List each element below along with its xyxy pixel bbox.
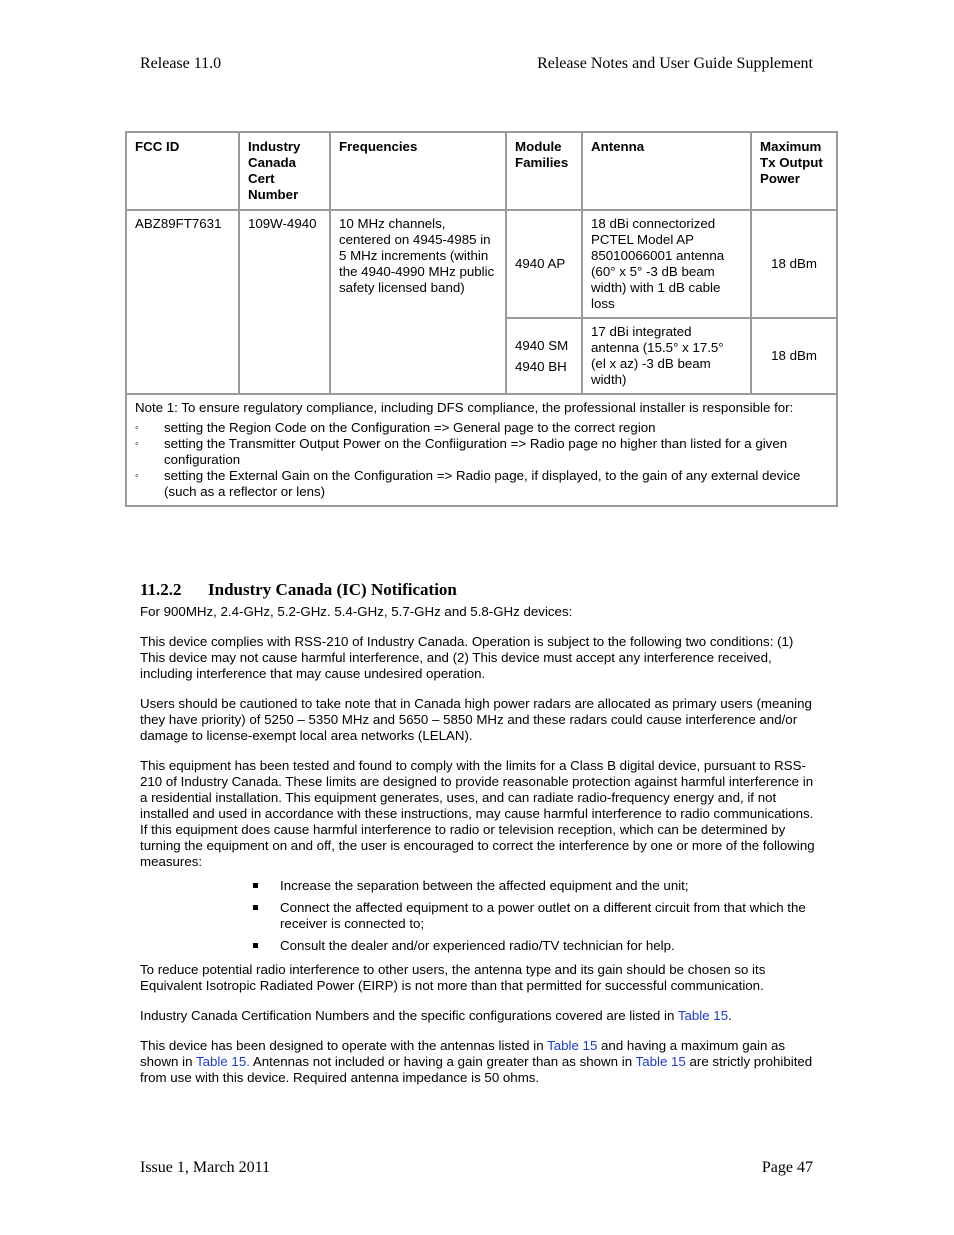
col-header-antenna: Antenna [582, 132, 751, 210]
ic-notification-section [140, 580, 816, 1100]
cell-antenna-ap: 18 dBi connectorized PCTEL Model AP 85010066001 antenna (60° x 5° -3 dB beam width) with 1 dB cable loss [582, 210, 751, 318]
list-item: Connect the affected equipment to a power outlet on a different circuit from that which the receiver is connected to; [250, 900, 816, 932]
square-bullet-icon [253, 905, 258, 910]
antenna-paragraph: This device has been designed to operate with the antennas listed in Table 15 and having a maximum gain as shown in Table 15. Antennas not included or having a gain greater than as shown in Table 15 are strictly prohibited from use with this device. Required antenna impedance is 50 ohms. [140, 1038, 813, 1085]
list-item: Consult the dealer and/or experienced radio/TV technician for help. [250, 938, 816, 954]
square-bullet-icon [253, 943, 258, 948]
module-bh: 4940 BH [515, 358, 567, 374]
bullet-icon: ◦ [135, 422, 139, 434]
list-item: ◦ setting the Transmitter Output Power on the Confiiguration => Radio page no higher than listed for a given configuration [135, 436, 788, 467]
col-header-frequencies: Frequencies [330, 132, 506, 210]
list-item: ◦ setting the External Gain on the Configuration => Radio page, if displayed, to the gain of any external device (such as a reflector or lens) [135, 468, 801, 499]
cell-antenna-sm-bh: 17 dBi integrated antenna (15.5° x 17.5° (el x az) -3 dB beam width) [582, 318, 751, 394]
measures-list [140, 878, 816, 954]
col-header-ic-cert: Industry Canada Cert Number [239, 132, 330, 210]
cell-module-ap: 4940 AP [506, 210, 582, 318]
fcc-ic-table [125, 131, 838, 507]
note-list [135, 420, 828, 500]
section-number: 11.2.2 [140, 580, 182, 599]
note-text: Note 1: To ensure regulatory compliance, including DFS compliance, the professional installer is responsible for: [135, 400, 794, 415]
section-title: Industry Canada (IC) Notification [208, 580, 457, 599]
eirp-paragraph: To reduce potential radio interference to other users, the antenna type and its gain should be chosen so its Equivalent Isotropic Radiated Power (EIRP) is not more than that permitted for successful communication. [140, 962, 766, 993]
list-item: ◦ setting the Region Code on the Configuration => General page to the correct region [135, 420, 656, 435]
table-15-link[interactable]: Table 15. [195, 1054, 250, 1069]
col-header-max-power: Maximum Tx Output Power [751, 132, 837, 210]
module-sm: 4940 SM [515, 337, 569, 353]
table-header-row [126, 132, 837, 210]
intro-paragraph: For 900MHz, 2.4-GHz, 5.2-GHz. 5.4-GHz, 5.7-GHz and 5.8-GHz devices: [140, 604, 573, 619]
compliance-paragraph: This device complies with RSS-210 of Industry Canada. Operation is subject to the following two conditions: (1) This device may not cause harmful interference, and (2) This device must accept any interference received, including interference that may cause undesired operation. [140, 634, 794, 681]
cell-module-sm-bh [506, 318, 582, 394]
cell-fcc-id: ABZ89FT7631 [126, 210, 239, 394]
cell-power-sm-bh: 18 dBm [751, 318, 837, 394]
table-row [126, 210, 837, 318]
col-header-fcc-id: FCC ID [126, 132, 239, 210]
table-note-row [126, 394, 837, 506]
cell-frequencies: 10 MHz channels, centered on 4945-4985 in 5 MHz increments (within the 4940-4990 MHz public safety licensed band) [330, 210, 506, 394]
square-bullet-icon [253, 883, 258, 888]
class-b-paragraph: This equipment has been tested and found to comply with the limits for a Class B digital device, pursuant to RSS-210 of Industry Canada. These limits are designed to provide reasonable protection against harmful interference in a residential installation. This equipment generates, uses, and can radiate radio-frequency energy and, if not installed and used in accordance with these instructions, may cause harmful interference to radio communications. If this equipment does cause harmful interference to radio or television reception, which can be determined by turning the equipment on and off, the user is encouraged to correct the interference by one or more of the following measures: [140, 758, 815, 869]
cell-note [126, 394, 837, 506]
table-15-link[interactable]: Table 15 [635, 1054, 686, 1069]
bullet-icon: ◦ [135, 470, 139, 482]
list-item: Increase the separation between the affected equipment and the unit; [250, 878, 816, 894]
radar-paragraph: Users should be cautioned to take note that in Canada high power radars are allocated as primary users (meaning they have priority) of 5250 – 5350 MHz and 5650 – 5850 MHz and these radars could cause interference and/or damage to license-exempt local area networks (LELAN). [140, 696, 812, 743]
footer-issue: Issue 1, March 2011 [140, 1159, 271, 1176]
cert-numbers-paragraph: Industry Canada Certification Numbers and the specific configurations covered are listed in Table 15. [140, 1008, 732, 1023]
col-header-module-families: Module Families [506, 132, 582, 210]
cell-ic-cert: 109W-4940 [239, 210, 330, 394]
footer-page-number: Page 47 [761, 1159, 813, 1176]
table-15-link[interactable]: Table 15 [677, 1008, 729, 1023]
table-15-link[interactable]: Table 15 [547, 1038, 598, 1053]
cell-power-ap: 18 dBm [751, 210, 837, 318]
section-heading [140, 580, 816, 600]
bullet-icon: ◦ [135, 438, 139, 450]
header-release: Release 11.0 [140, 55, 222, 72]
header-doc-title: Release Notes and User Guide Supplement [537, 55, 813, 72]
